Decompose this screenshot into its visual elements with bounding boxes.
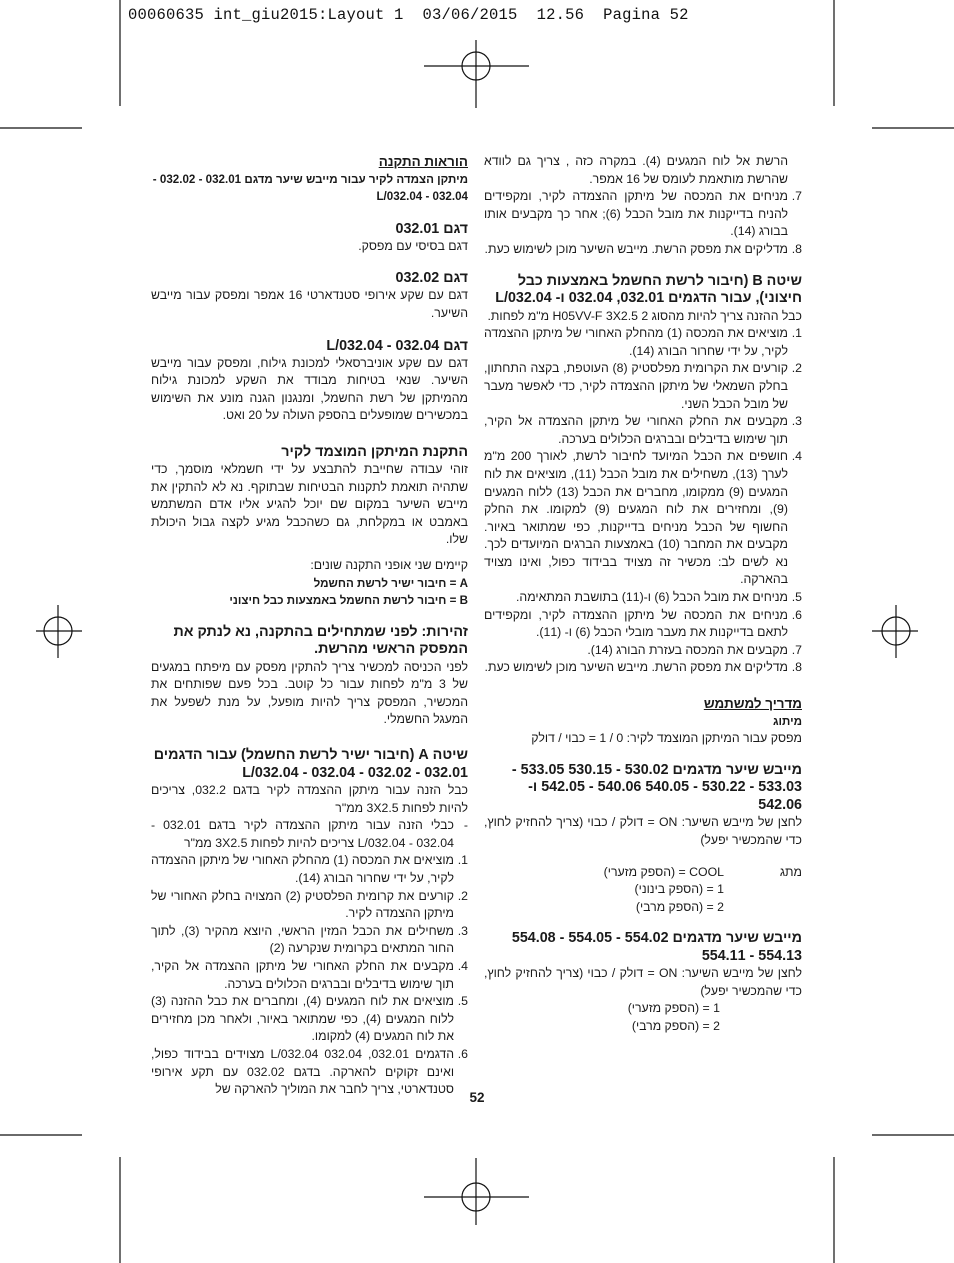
- model-032-01-title: דגם 032.01: [395, 220, 468, 237]
- mode-item: 2 = (הספק מרבי): [635, 899, 724, 914]
- install-way-b: B = חיבור לרשת החשמל באמצעות כבל חיצוני: [229, 594, 468, 608]
- mode-item: 2 = (הספק מרבי): [631, 1019, 720, 1034]
- column-right: [484, 153, 802, 1036]
- method-b-step: 2. קורעים את הקרומית מפלסטיק (8) העוטפת, בקצה התחתון, בחלק השמאלי של מיתקן ההצמדה לקיר, כדי לאפשר מעבר של מובל הכבל השני.: [484, 361, 802, 411]
- method-b-step: 3. מקבעים את החלק האחורי של מיתקן ההצמדה אל הקיר, תוך שימוש בדיבלים ובברגים הכלולים בערכה.: [484, 414, 802, 446]
- installation-title: הוראות התקנה: [378, 154, 468, 169]
- mode-item: 1 = (הספק בינוני): [634, 882, 724, 897]
- method-a-step: 7. מניחים את המכסה של מיתקן ההצמדה לקיר, ומקפידים להניח בדייקנות את מובל הכבל (6); אחר כך מקבעים אותו בבורג (14).: [484, 189, 802, 239]
- install-ways-intro: קיימים שני אופני התקנה שונים:: [310, 557, 468, 572]
- method-a-step: 6. הדגמים 032.01, 032.04 L/032.04 מצוידים בבידוד כפול, ואינם זקוקים להארקה. בדגם 032.02 עם תקע אירופי סטנדארטי, צריך לחבר את המוליך להארקה של: [151, 1046, 468, 1097]
- method-a-dash-item: - כבלי הזנה עבור מיתקן ההצמדה לקיר בדגם 032.01 - 032.04 - L/032.04 צריכים להיות לפחות 3X2.5 ממ"ר: [151, 818, 468, 850]
- method-b-step: 7. מקבעים את המכסה בעזרת הבורג (14).: [587, 642, 802, 657]
- model-032-02-title: דגם 032.02: [395, 270, 468, 287]
- method-a-intro: כבל הזנה עבור מיתקן ההצמדה לקיר בדגם 032.2, צריכים להיות לפחות 3X2.5 ממ"ר: [151, 783, 468, 815]
- mode-item: 1 = (הספק מזערי): [627, 1001, 720, 1016]
- wall-install-title: התקנת המיתקן המוצמד לקיר: [281, 443, 468, 460]
- method-a-step-6-continued: הרשת אל לוח המגעים (4). במקרה כזה , צריך גם לוודא שהרשת מותאמת לעומס של 16 אמפר.: [484, 154, 788, 186]
- model-032-01-text: דגם בסיסי עם מפסק.: [358, 238, 468, 253]
- warning-text: לפני הכניסה למכשיר צריך להתקין מפסק עם מיפתח במגעים של 3 מ"מ לפחות עבור כל קוטב. בכל פעם שפותחים את המכשיר, המפסק צריך להיות מופעל, על מנת לשפעל את המעגל החשמלי.: [151, 659, 468, 727]
- method-a-step: 4. מקבעים את החלק האחורי של מיתקן ההצמדה אל הקיר, תוך שימוש בדיבלים ובברגים הכלולים בערכה.: [151, 959, 468, 991]
- method-b-intro: כבל ההזנה צריך להיות מהסוג H05VV-F 3X2.5 2 מ"מ לפחות.: [487, 308, 802, 323]
- model-032-04-title: דגם 032.04 - L/032.04: [326, 337, 468, 354]
- dryer-group-2-title: מייבש שיער מדגמים 554.02 - 554.05 - 554.08 554.13 - 554.11: [511, 930, 802, 964]
- registration-target-left: [36, 605, 82, 658]
- method-a-step: 2. קורעים את קרומית הפלסטיק (2) המצויה בחלק האחורי של מיתקן ההצמדה לקיר.: [151, 888, 468, 921]
- method-a-title: שיטה A (חיבור ישיר לרשת החשמל) עבור הדגמים 032.01 - 032.02 - 032.04 - L/032.04: [153, 747, 468, 781]
- method-b-step: 5. מניחים את מובל הכבל (6) ו-(11) בתושבת המתאימה.: [516, 590, 802, 605]
- dryer-group-2-modes: [484, 1000, 802, 1035]
- method-a-step: 1. מוציאים את המכסה (1) מהחלק האחורי של מיתקן ההצמדה לקיר, על ידי שחרור הבורג (14).: [151, 853, 468, 886]
- installation-subtitle: מיתקן הצמדה לקיר עבור מייבש שיער מדגם 032.01 - 032.02 - 032.04 - L/032.04: [152, 172, 468, 204]
- dryer-group-1-modes: [484, 864, 802, 917]
- dryer-group-2-text: לחצן של מייבש השיער: ON = דולק / כבוי (צריך להחזיק לחוץ, כדי שהמכשיר יפעל): [484, 966, 803, 998]
- print-slug: 00060635 int_giu2015:Layout 1 03/06/2015 12.56 Pagina 52: [128, 6, 689, 24]
- dryer-group-1-title: מייבש שיער מדגמים 530.02 - 530.15 533.05 - 533.03 - 530.22 - 540.05 540.06 - 542.05 ו- 542.06: [511, 761, 802, 813]
- registration-target-top: [424, 40, 529, 108]
- method-b-step: 6. מניחים את המכסה של מיתקן ההצמדה לקיר, ומקפידים לתאם בדייקנות את מעבר מובלי הכבל (6) ו- (11).: [484, 607, 802, 640]
- model-032-04-text: דגם עם שקע אוניברסאלי למכונת גילוח, ומפסק עבור מייבש השיער. שנאי בטיחות מבודד את השקע למכונת גילוח מהמיתקן של רשת החשמל, ומנגנון הגנה מונע את השימוש במכשירים שמופעלים בהספק העולה על 20 ואט.: [151, 355, 468, 423]
- method-b-step: 4. חושפים את הכבל המיועד לחיבור לרשת, לאורך 200 מ"מ לערך (13), משחילים את מובל הכבל (11), מוציאים את לוח המגעים (9) ממקומו, מחברים את הכבל (13) ללוח המגעים (9), ומחזירים את לוח המגעים (9) למקומו. את החלק החשוף של הכבל מניחים בדייקנות, כפי שמתואר באיור. מקבעים את המחבר (10) באמצעות הברגים המיועדים לכך. נא לשים לב: מכשיר זה מצויד בבידוד כפול, ואינו מצויד בהארקה.: [484, 449, 802, 587]
- page-number: 52: [469, 1090, 485, 1105]
- mode-switch-label: מתג: [779, 864, 802, 879]
- method-b-step: 1. מוציאים את המכסה (1) מהחלק האחורי של מיתקן ההצמדה לקיר, על ידי שחרור הבורג (14).: [484, 326, 802, 358]
- method-a-step: 8. מדליקים את מפסק הרשת. מייבש השיער מוכן לשימוש כעת.: [484, 241, 802, 256]
- method-b-step: 8. מדליקים את מפסק הרשת. מייבש השיער מוכן לשימוש כעת.: [484, 660, 802, 675]
- install-way-a: A = חיבור ישיר לרשת החשמל: [313, 576, 468, 590]
- registration-target-right: [872, 605, 918, 658]
- method-a-step: 5. מוציאים את לוח המגעים (4), ומחברים את כבל ההזנה (3) ללוח המגעים (4), כפי שמתואר באיור, ולאחר מכן מחזירים את לוח המגעים (4) למקומו.: [151, 994, 468, 1044]
- warning-title: זהירות: לפני שמתחילים בהתקנה, נא לנתק את המפסק הראשי מהרשת.: [173, 623, 468, 658]
- column-left: [151, 153, 468, 1099]
- registration-target-bottom: [424, 1158, 529, 1225]
- user-guide-title: מדריך למשתמש: [703, 696, 802, 712]
- model-032-02-text: דגם עם שקע אירופי סטנדארטי 16 אמפר ומפסק עבור מייבש השיער.: [151, 288, 468, 320]
- switching-text: מפסק עבור המיתקן המוצמד לקיר: 0 / 1 = כבוי / דולק: [531, 731, 802, 746]
- dryer-group-1-text: לחצן של מייבש השיער: ON = דולק / כבוי (צריך להחזיק לחוץ, כדי שהמכשיר יפעל): [484, 815, 803, 847]
- wall-install-text: זוהי עבודה שחייבת להתבצע על ידי חשמלאי מוסמך, כדי שתהיה תואמת לתקנות הבטיחות שבתוקף. נא לא להתקין את מייבש השיער במקום שם יוכל להגיע אליו אדם המשתמש באמבט או במקלחת, גם כשהכבל מגיע לקצה גבול היכולת שלו.: [151, 461, 468, 547]
- mode-item: COOL = (הספק מזערי): [603, 864, 724, 879]
- method-b-title: שיטה B (חיבור לרשת החשמל באמצעות כבל חיצוני), עבור הדגמים 032.01, 032.04 ו- L/032.04: [495, 272, 802, 307]
- switching-title: מיתוג: [772, 714, 802, 728]
- method-a-step: 3. משחילים את הכבל המזין הראשי, היוצא מהקיר (3), לתוך החור המתאים בקרומית שנקרעה (2): [151, 923, 468, 956]
